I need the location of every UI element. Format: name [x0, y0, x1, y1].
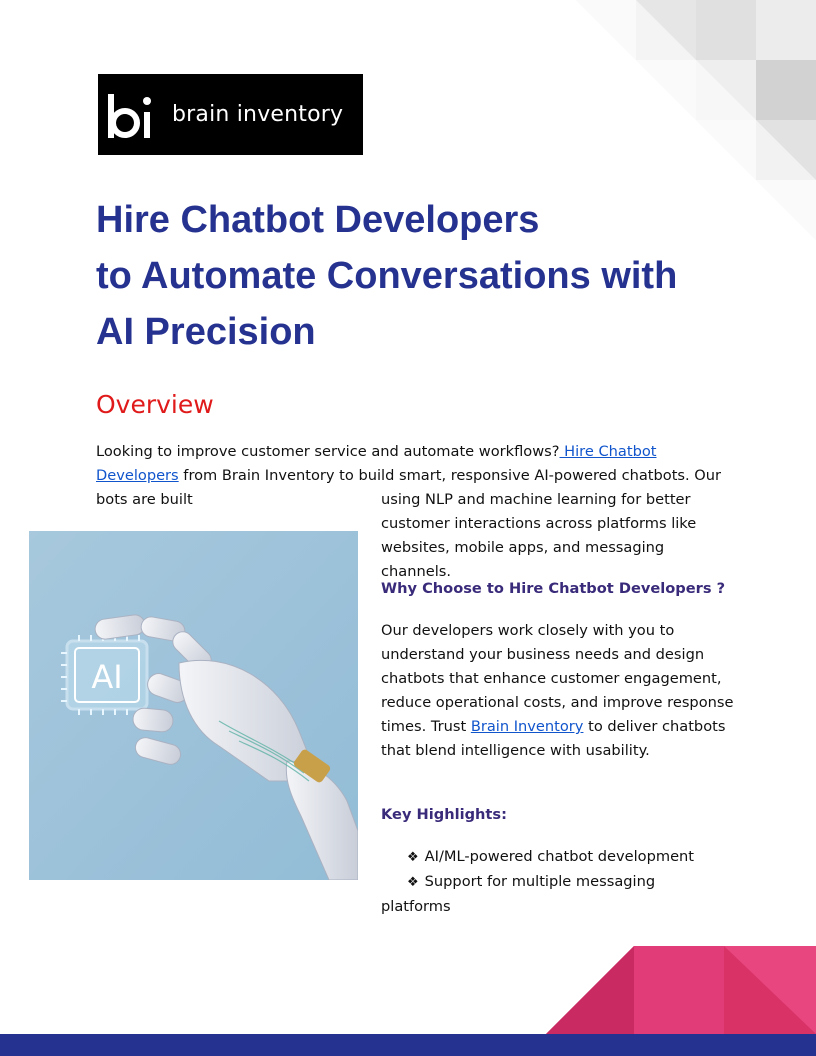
title-line: to Automate Conversations with [96, 255, 678, 297]
overview-heading: Overview [96, 390, 214, 419]
ai-chip-icon [61, 635, 147, 715]
why-text-before: Our developers work closely with you to understand your business needs and design chatbots that enhance customer engagement, reduce operational costs, and improve response times. Trust [381, 622, 734, 735]
page-title [96, 192, 736, 360]
list-item [381, 870, 721, 919]
list-item [381, 845, 721, 870]
diamond-bullet-icon: ❖ [407, 850, 419, 865]
brand-name: brain inventory [172, 102, 344, 127]
highlight-text: Support for multiple messaging platforms [381, 873, 656, 915]
ai-chip-label: AI [91, 658, 123, 696]
footer-bar [0, 1034, 816, 1056]
logo-mark-icon [106, 90, 164, 140]
brand-logo[interactable] [98, 74, 363, 155]
why-choose-heading: Why Choose to Hire Chatbot Developers ? [381, 580, 726, 597]
why-choose-text [381, 619, 736, 763]
key-highlights-heading: Key Highlights: [381, 806, 507, 823]
bottom-corner-decoration [546, 946, 816, 1034]
title-line: AI Precision [96, 311, 316, 353]
intro-text: Looking to improve customer service and automate workflows? [96, 443, 560, 460]
intro-text-continued: from Brain Inventory to build smart, responsive AI-powered chatbots. Our bots are built [96, 467, 722, 508]
diamond-bullet-icon: ❖ [407, 875, 419, 890]
why-text-after: to deliver chatbots that blend intelligence with usability. [381, 718, 726, 759]
brain-inventory-link[interactable]: Brain Inventory [470, 718, 584, 735]
hire-chatbot-developers-link[interactable]: Hire Chatbot Developers [96, 443, 657, 484]
highlight-text: AI/ML-powered chatbot development [424, 848, 695, 865]
title-line: Hire Chatbot Developers [96, 199, 540, 241]
overview-intro-wrap: using NLP and machine learning for better customer interactions across platforms like websites, mobile apps, and messaging channels. [381, 491, 697, 580]
key-highlights-list [381, 845, 721, 919]
robot-hand-image [29, 531, 358, 880]
